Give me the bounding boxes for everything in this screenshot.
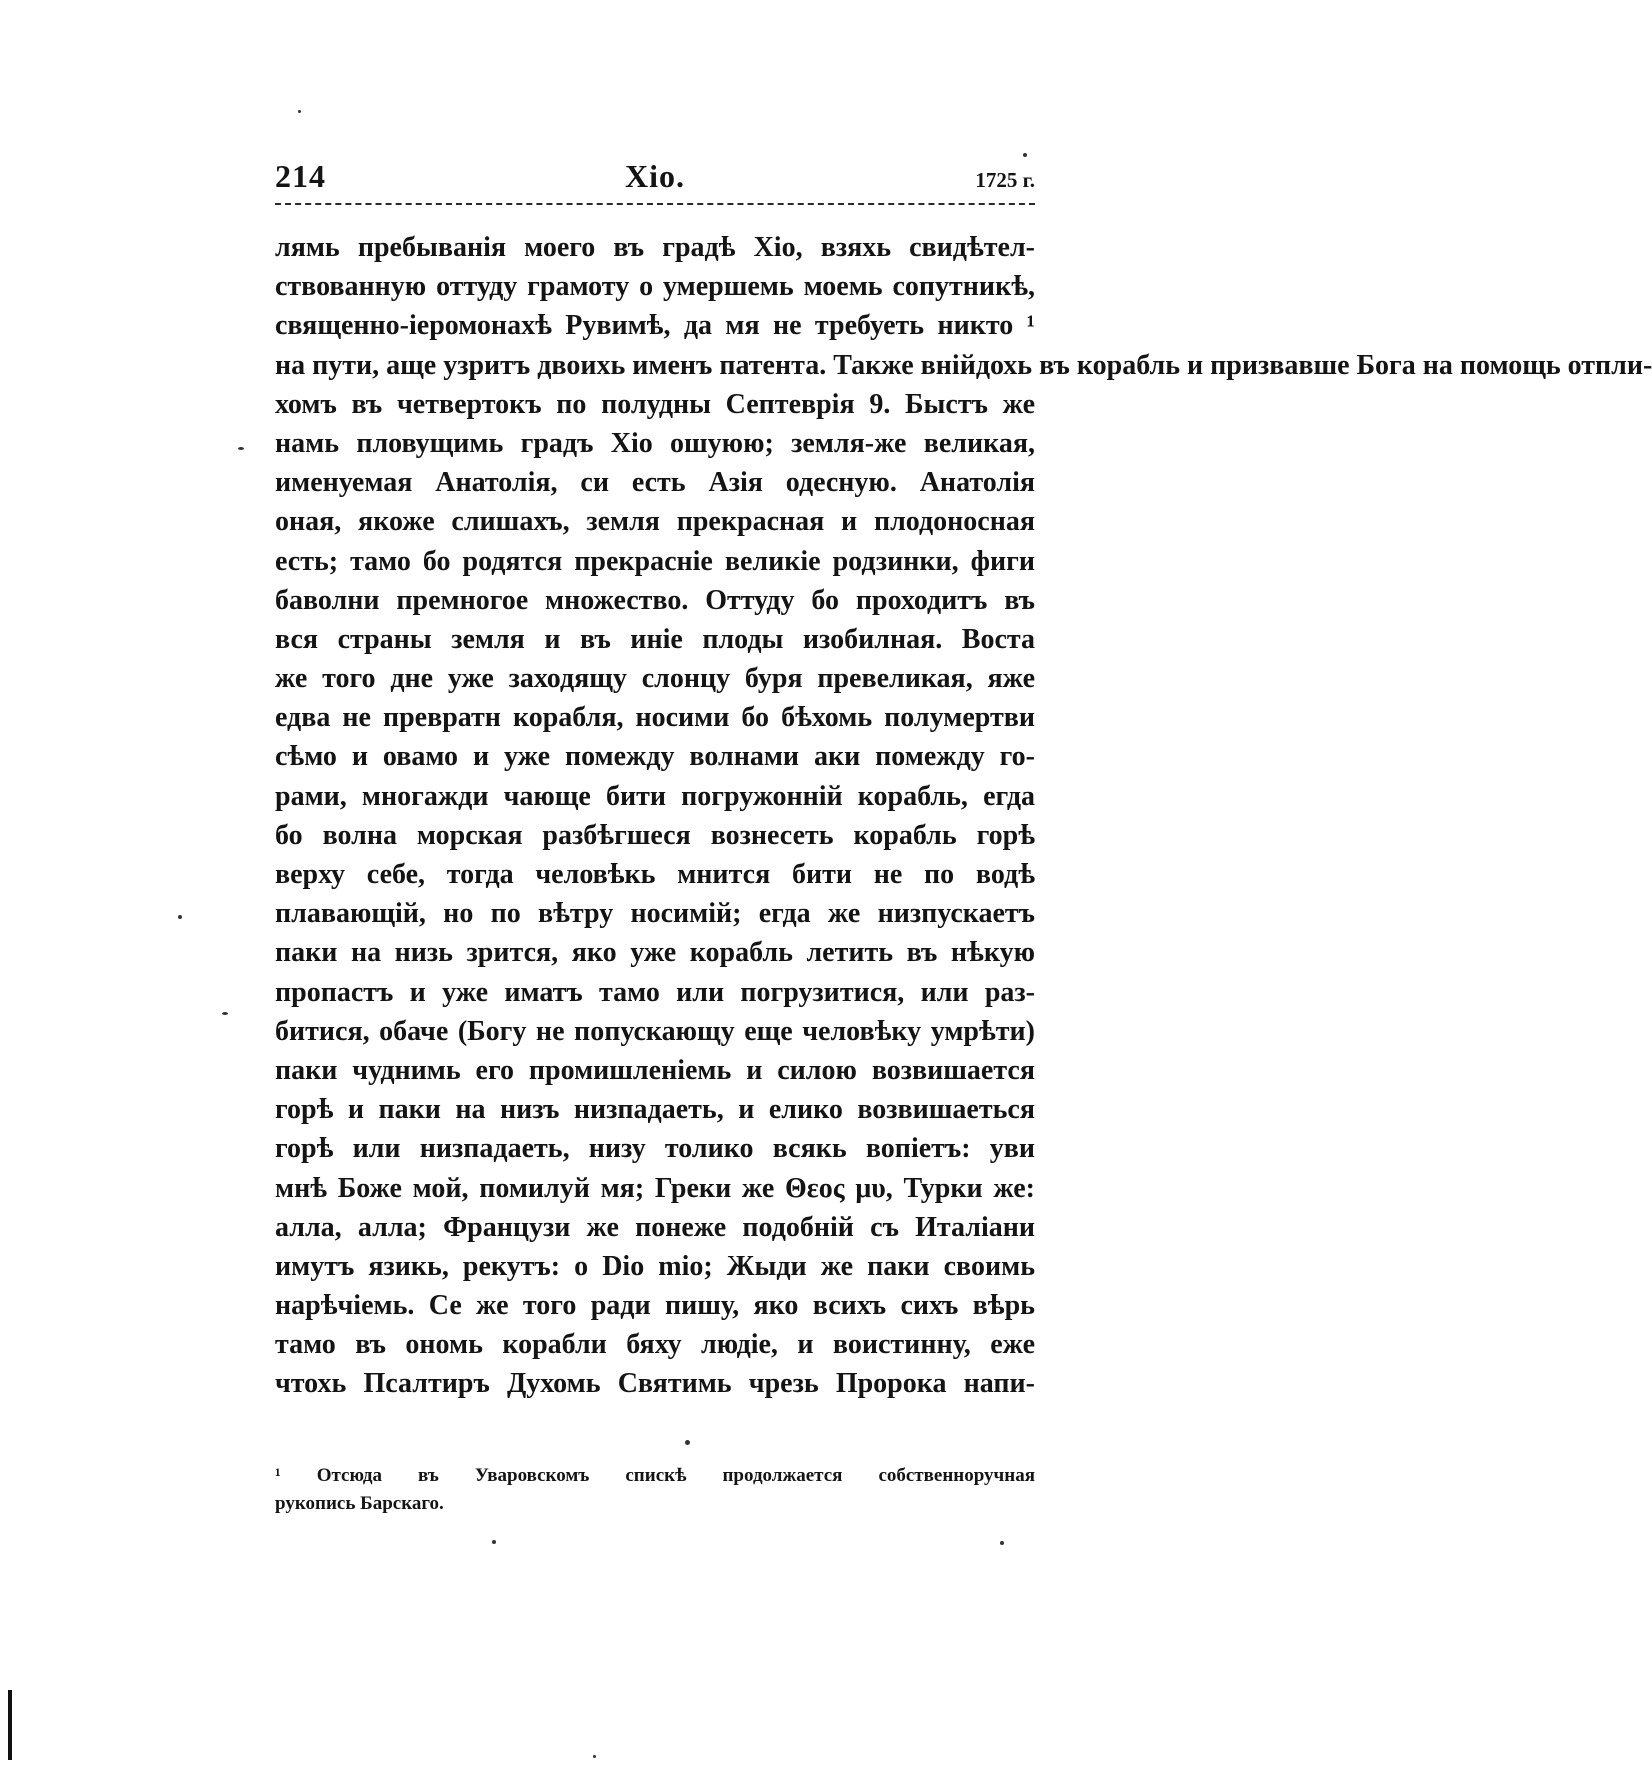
text-line: на пути, аще узритъ двоихь именъ патента. Также внійдохь въ корабль и призвавше Бога на помощь отпли- xyxy=(275,349,1652,381)
text-line: сѣмо и овамо и уже помежду волнами аки помежду го- xyxy=(275,741,1035,773)
footnote-line: рукопись Барскаго. xyxy=(275,1493,444,1514)
text-line: плавающій, но по вѣтру носимій; егда же низпускаетъ xyxy=(275,898,1035,930)
page-number: 214 xyxy=(275,158,326,194)
body-text xyxy=(275,228,1652,1404)
text-line: пропастъ и уже иматъ тамо или погрузитися, или раз- xyxy=(275,976,1035,1008)
scan-speck xyxy=(1023,153,1027,157)
text-line: рами, многажди чающе бити погружонній корабль, егда xyxy=(275,780,1035,812)
scan-speck xyxy=(178,915,182,919)
header-year: 1725 г. xyxy=(975,168,1035,192)
text-line: нарѣчіемь. Се же того ради пишу, яко всихъ сихъ вѣрь xyxy=(275,1290,1035,1322)
scan-speck xyxy=(492,1540,496,1544)
text-line: хомъ въ четвертокъ по полудны Септеврія 9. Быстъ же xyxy=(275,388,1035,420)
text-line: имутъ язикь, рекутъ: о Dio mio; Жыди же паки своимь xyxy=(275,1250,1035,1282)
footnote-line: ¹ Отсюда въ Уваровскомъ спискѣ продолжается собственноручная xyxy=(275,1465,1035,1486)
text-line: горѣ и паки на низъ низпадаеть, и елико возвишаеться xyxy=(275,1094,1035,1126)
text-line: битися, обаче (Богу не попускающу еще человѣку умрѣти) xyxy=(275,1015,1035,1047)
scan-speck xyxy=(685,1440,690,1445)
text-line: же того дне уже заходящу слонцу буря превеликая, яже xyxy=(275,663,1035,695)
text-line: чтохь Псалтиръ Духомь Святимь чрезь Пророка напи- xyxy=(275,1368,1035,1400)
text-line: лямь пребыванія моего въ градѣ Хіо, взяхь свидѣтел- xyxy=(275,232,1035,263)
text-line: вся страны земля и въ иніе плоды изобилная. Воста xyxy=(275,623,1035,655)
text-line: верху себе, тогда человѣкь мнится бити не по водѣ xyxy=(275,859,1035,890)
scan-speck xyxy=(222,1012,228,1015)
text-line: тамо въ ономь корабли бяху людіе, и воистинну, еже xyxy=(275,1329,1035,1361)
text-line: бо волна морская разбѣгшеся вознесеть корабль горѣ xyxy=(275,819,1035,851)
text-line: мнѣ Боже мой, помилуй мя; Греки же Θεος μυ, Турки же: xyxy=(275,1172,1035,1204)
text-line: оная, якоже слишахъ, земля прекрасная и плодоносная xyxy=(275,506,1035,538)
page-header xyxy=(275,158,1035,202)
text-line: есть; тамо бо родятся прекрасніе великіе родзинки, фиги xyxy=(275,545,1035,577)
header-rule xyxy=(275,203,1035,205)
text-line: едва не превратн корабля, носими бо бѣхомь полумертви xyxy=(275,702,1035,734)
scan-edge-mark xyxy=(8,1690,12,1760)
text-line: священно-іеромонахѣ Рувимѣ, да мя не требуеть никто ¹ xyxy=(275,310,1035,342)
text-line: паки чуднимь его промишленіемь и силою возвишается xyxy=(275,1054,1035,1086)
scan-speck xyxy=(298,110,301,113)
text-line: горѣ или низпадаеть, низу толико всякь вопіетъ: уви xyxy=(275,1133,1035,1165)
text-line: именуемая Анатолія, си есть Азія одесную. Анатолія xyxy=(275,467,1035,499)
scan-speck xyxy=(1000,1541,1004,1545)
scan-speck xyxy=(238,447,244,450)
text-line: ствованную оттуду грамоту о умершемь моемь сопутникѣ, xyxy=(275,271,1035,303)
text-line: паки на низь зрится, яко уже корабль летить въ нѣкую xyxy=(275,937,1035,969)
text-line: намь пловущимь градъ Хіо ошуюю; земля-же великая, xyxy=(275,427,1035,459)
text-line: баволни премногое множество. Оттуду бо проходитъ въ xyxy=(275,584,1035,616)
scan-speck xyxy=(593,1755,596,1758)
running-title: Хіо. xyxy=(625,158,685,194)
footnote xyxy=(275,1462,1035,1518)
text-line: алла, алла; Французи же понеже подобній съ Италіани xyxy=(275,1211,1035,1243)
